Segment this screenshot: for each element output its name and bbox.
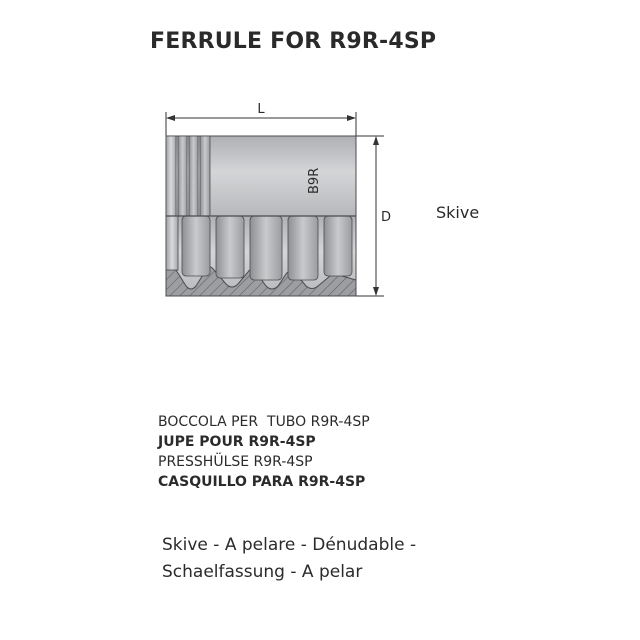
name-spanish: CASQUILLO PARA R9R-4SP [158, 474, 366, 490]
name-french: JUPE POUR R9R-4SP [158, 434, 316, 450]
length-label: L [257, 102, 265, 117]
ferrule-section-half [166, 216, 356, 296]
type-line-1: Skive - A pelare - Dénudable - [162, 535, 417, 555]
name-german: PRESSHÜLSE R9R-4SP [158, 454, 313, 470]
product-names [158, 412, 370, 492]
diameter-label: D [381, 210, 392, 225]
length-dimension [166, 102, 356, 136]
ferrule-outer-half [166, 136, 356, 216]
page-title: FERRULE FOR R9R-4SP [150, 29, 437, 54]
ferrule-type [162, 532, 416, 586]
skive-label: Skive [436, 203, 480, 222]
name-italian: BOCCOLA PER TUBO R9R-4SP [158, 414, 370, 430]
type-line-2: Schaelfassung - A pelar [162, 562, 363, 582]
diameter-dimension [356, 136, 391, 296]
ferrule-marking: B9R [307, 167, 322, 194]
